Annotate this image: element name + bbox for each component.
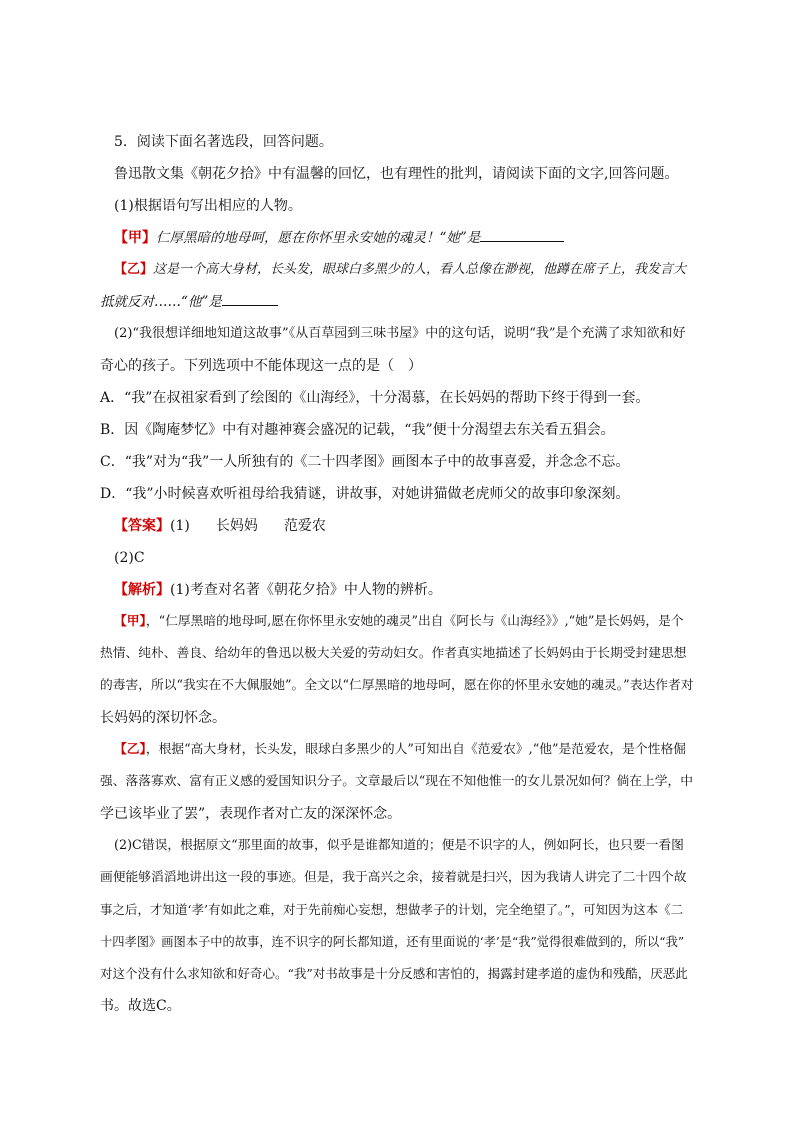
- analysis-p2-line-3: 事之后，才知道‘孝’有如此之难，对于先前痴心妄想，想做孝子的计划，完全绝望了。”，可知因为这本《二: [100, 902, 684, 917]
- answer-line: [100, 510, 694, 542]
- analysis-p2-line-6: 书。故选C。: [100, 998, 181, 1014]
- yi-tag: 【乙】: [114, 262, 154, 277]
- option-d: D．“我”小时候喜欢听祖母给我猜谜，讲故事，对她讲猫做老虎师父的故事印象深刻。: [100, 486, 630, 502]
- answer-part-1: (1): [170, 518, 190, 534]
- yi-text-1: 这是一个高大身材，长头发，眼球白多黑少的人，看人总像在渺视，他蹲在席子上，我发言大: [153, 262, 687, 277]
- analysis-jia-line-3: 的毒害，所以“我实在不大佩服她”。全文以“仁厚黑暗的地母呵，愿在你的怀里永安她的魂灵。”表达作者对: [100, 678, 694, 693]
- yi-passage-line-1: [100, 254, 694, 286]
- analysis-p2-line-2: 画便能够滔滔地讲出这一段的事迹。但是，我于高兴之余，接着就是扫兴，因为我请人讲完了二十四个故: [100, 870, 687, 885]
- answer-1b: 范爱农: [283, 518, 326, 534]
- option-c: C．“我”对为“我”一人所独有的《二十四孝图》画图本子中的故事喜爱，并念念不忘。: [100, 454, 630, 470]
- analysis-yi-tag: 【乙】: [114, 742, 146, 757]
- option-b: B．因《陶庵梦忆》中有对趣神赛会盛况的记载，“我”便十分渴望去东关看五猖会。: [100, 422, 615, 438]
- jia-text: 仁厚黑暗的地母呵，愿在你怀里永安她的魂灵！“她”是: [156, 230, 481, 246]
- analysis-jia-line-1: [100, 606, 694, 638]
- yi-answer-blank: [222, 291, 278, 306]
- yi-passage-line-2: [100, 286, 694, 318]
- analysis-jia-line-2: 热情、纯朴、善良、给幼年的鲁迅以极大关爱的劳动妇女。作者真实地描述了长妈妈由于长期受封建思想: [100, 646, 687, 661]
- question-title-text: 阅读下面名著选段，回答问题。: [136, 134, 333, 150]
- analysis-intro-line: [100, 574, 694, 606]
- analysis-p2-line-5: 对这个没有什么求知欲和好奇心。“我”对书故事是十分反感和害怕的，揭露封建孝道的虚伪和残酷，厌恶此: [100, 966, 688, 981]
- sub-question-2-line-2: 奇心的孩子。下列选项中不能体现这一点的是（ ）: [100, 358, 422, 374]
- analysis-yi-text-1: ，根据“高大身材，长头发，眼球白多黑少的人”可知出自《范爱农》,“他”是范爱农，是个性格倔: [145, 742, 686, 757]
- sub-question-2-line-1: (2)“我很想详细地知道这故事”《从百草园到三味书屋》中的这句话，说明“我”是个充满了求知欲和好: [114, 326, 686, 341]
- question-title: [100, 126, 694, 158]
- analysis-tag: 【解析】: [114, 582, 170, 598]
- sub-question-1: (1)根据语句写出相应的人物。: [114, 198, 302, 214]
- answer-part-2: (2)C: [114, 550, 145, 566]
- answer-tag: 【答案】: [114, 518, 170, 534]
- jia-tag: 【甲】: [114, 230, 156, 246]
- analysis-jia-line-4: 长妈妈的深切怀念。: [100, 710, 226, 726]
- analysis-jia-tag: 【甲】: [114, 614, 146, 629]
- analysis-p2-line-1: (2)C错误，根据原文“那里面的故事，似乎是谁都知道的；便是不识字的人，例如阿长，也只要一看图: [114, 838, 684, 853]
- analysis-yi-line-1: [100, 734, 694, 766]
- jia-passage: [100, 222, 694, 254]
- answer-1a: 长妈妈: [215, 518, 258, 534]
- question-intro: 鲁迅散文集《朝花夕拾》中有温馨的回忆，也有理性的批判，请阅读下面的文字,回答问题。: [114, 166, 679, 182]
- analysis-jia-text-1: ，“仁厚黑暗的地母呵,愿在你怀里永安她的魂灵”出自《阿长与《山海经》》,“她”是长妈妈，是个: [145, 614, 684, 629]
- yi-text-2: 抵就反对……“他”是: [100, 294, 222, 310]
- analysis-p2-line-4: 十四孝图》画图本子中的故事，连不识字的阿长都知道，还有里面说的‘孝’是“我”觉得很难做到的，所以“我”: [100, 935, 685, 949]
- question-number: 5．: [114, 134, 137, 150]
- analysis-intro: (1)考查对名著《朝花夕拾》中人物的辨析。: [170, 582, 442, 598]
- option-a: A．“我”在叔祖家看到了绘图的《山海经》，十分渴慕，在长妈妈的帮助下终于得到一套。: [100, 390, 650, 406]
- analysis-yi-line-2: 强、落落寡欢、富有正义感的爱国知识分子。文章最后以“现在不知他惟一的女儿景况如何？倘在上学，中: [100, 774, 694, 789]
- question-content: [100, 126, 694, 1022]
- jia-answer-blank: [480, 227, 564, 242]
- analysis-yi-line-3: 学已该毕业了罢”，表现作者对亡友的深深怀念。: [100, 806, 402, 822]
